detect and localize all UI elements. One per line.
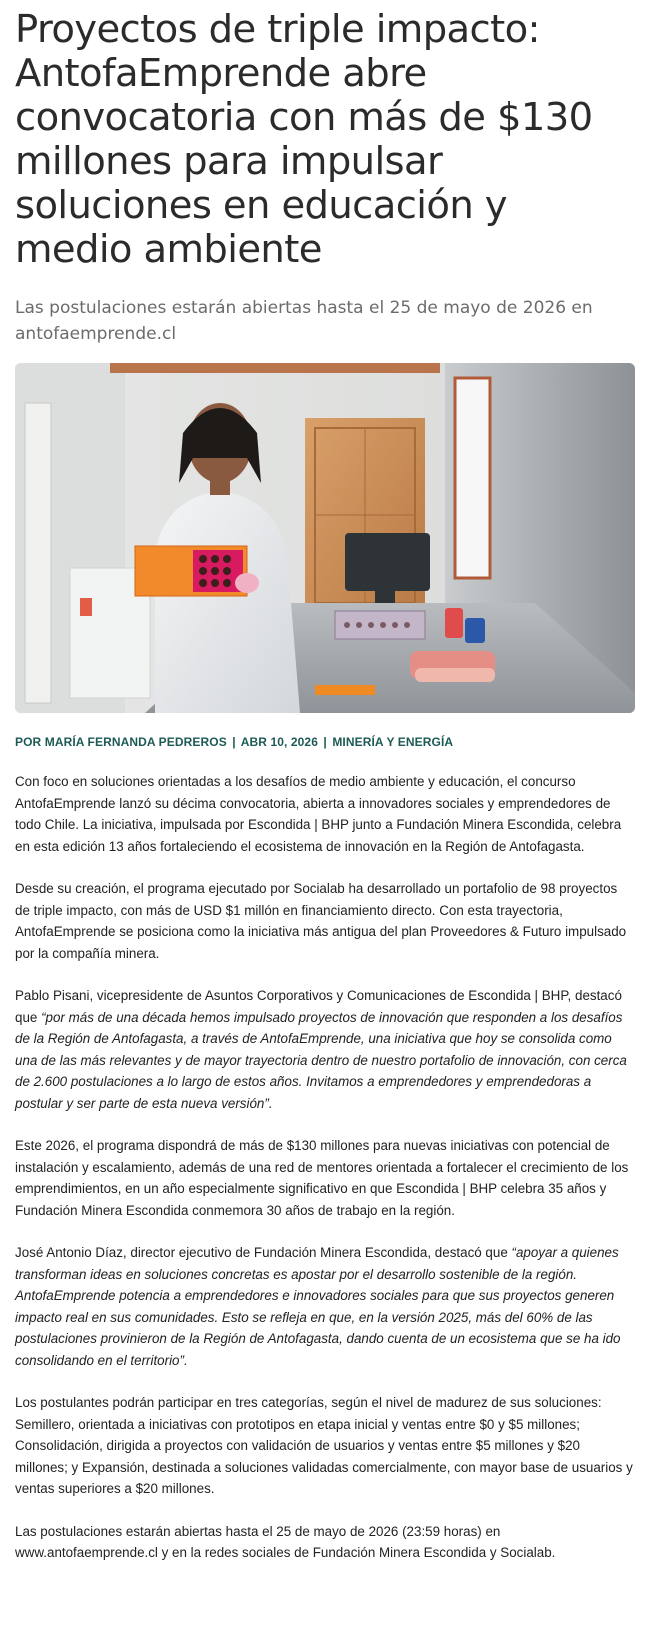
paragraph-lead: Pablo Pisani, vicepresidente de Asuntos Corporativos y Comunicaciones de Escondida | BHP, destacó que	[15, 988, 622, 1025]
paragraph	[15, 1242, 635, 1371]
paragraph	[15, 985, 635, 1114]
paragraph-quote: “por más de una década hemos impulsado proyectos de innovación que responden a los desafíos de la Región de Antofagasta, a través de AntofaEmprende, una iniciativa que hoy se consolida como una de las más relevantes y de mayor trayectoria dentro de nuestro portafolio de innovación, con cerca de 2.600 postulaciones a lo largo de estos años. Invitamos a emprendedores y emprendedoras a postular y ser parte de esta nueva versión”.	[15, 1009, 627, 1111]
paragraph: Las postulaciones estarán abiertas hasta el 25 de mayo de 2026 (23:59 horas) en www.antofaemprende.cl y en la redes sociales de Fundación Minera Escondida y Socialab.	[15, 1523, 556, 1560]
paragraph-lead: José Antonio Díaz, director ejecutivo de Fundación Minera Escondida, destacó que	[15, 1245, 512, 1260]
byline-date: ABR 10, 2026	[240, 735, 318, 749]
byline-separator: |	[232, 735, 236, 749]
paragraph: Los postulantes podrán participar en tres categorías, según el nivel de madurez de sus soluciones: Semillero, orientada a iniciativas con prototipos en etapa inicial y ventas entre $0 y $5 millones; Consolidación, dirigida a proyectos con validación de usuarios y ventas entre $5 millones y $20 millones; y Expansión, destinada a soluciones validadas comercialmente, con mayor base de usuarios y ventas superiores a $20 millones.	[15, 1395, 633, 1496]
byline-author: POR MARÍA FERNANDA PEDREROS	[15, 735, 227, 749]
paragraph-quote: “apoyar a quienes transforman ideas en soluciones concretas es apostar por el desarrollo sostenible de la región. AntofaEmprende potencia a emprendedores e innovadores sociales para que sus proyectos generen impacto real en sus comunidades. Esto se refleja en que, en la versión 2025, más del 60% de las postulaciones provinieron de la Región de Antofagasta, dando cuenta de un ecosistema que se ha ido consolidando en el territorio”.	[15, 1245, 621, 1368]
byline-category[interactable]: MINERÍA Y ENERGÍA	[332, 735, 454, 749]
hero-photo-illustration	[15, 363, 635, 713]
paragraph: Con foco en soluciones orientadas a los desafíos de medio ambiente y educación, el concurso AntofaEmprende lanzó su décima convocatoria, abierta a innovadores sociales y emprendedores de todo Chile. La iniciativa, impulsada por Escondida | BHP junto a Fundación Minera Escondida, celebra en esta edición 13 años fortaleciendo el ecosistema de innovación en la Región de Antofagasta.	[15, 774, 622, 854]
byline-separator: |	[323, 735, 327, 749]
article-body	[15, 771, 635, 1564]
article-subtitle: Las postulaciones estarán abiertas hasta el 25 de mayo de 2026 en antofaemprende.cl	[15, 298, 593, 344]
hero-image	[15, 363, 635, 713]
paragraph: Este 2026, el programa dispondrá de más de $130 millones para nuevas iniciativas con potencial de instalación y escalamiento, además de una red de mentores orientada a fortalecer el crecimiento de los emprendimientos, en un año especialmente significativo en que Escondida | BHP celebra 35 años y Fundación Minera Escondida conmemora 30 años de trabajo en la región.	[15, 1138, 629, 1218]
article-byline	[15, 735, 635, 749]
article-title: Proyectos de triple impacto: AntofaEmprende abre convocatoria con más de $130 millones para impulsar soluciones en educación y medio ambiente	[15, 7, 593, 272]
paragraph: Desde su creación, el programa ejecutado por Socialab ha desarrollado un portafolio de 98 proyectos de triple impacto, con más de USD $1 millón en financiamiento directo. Con esta trayectoria, AntofaEmprende se posiciona como la iniciativa más antigua del plan Proveedores & Futuro impulsado por la compañía minera.	[15, 881, 627, 961]
